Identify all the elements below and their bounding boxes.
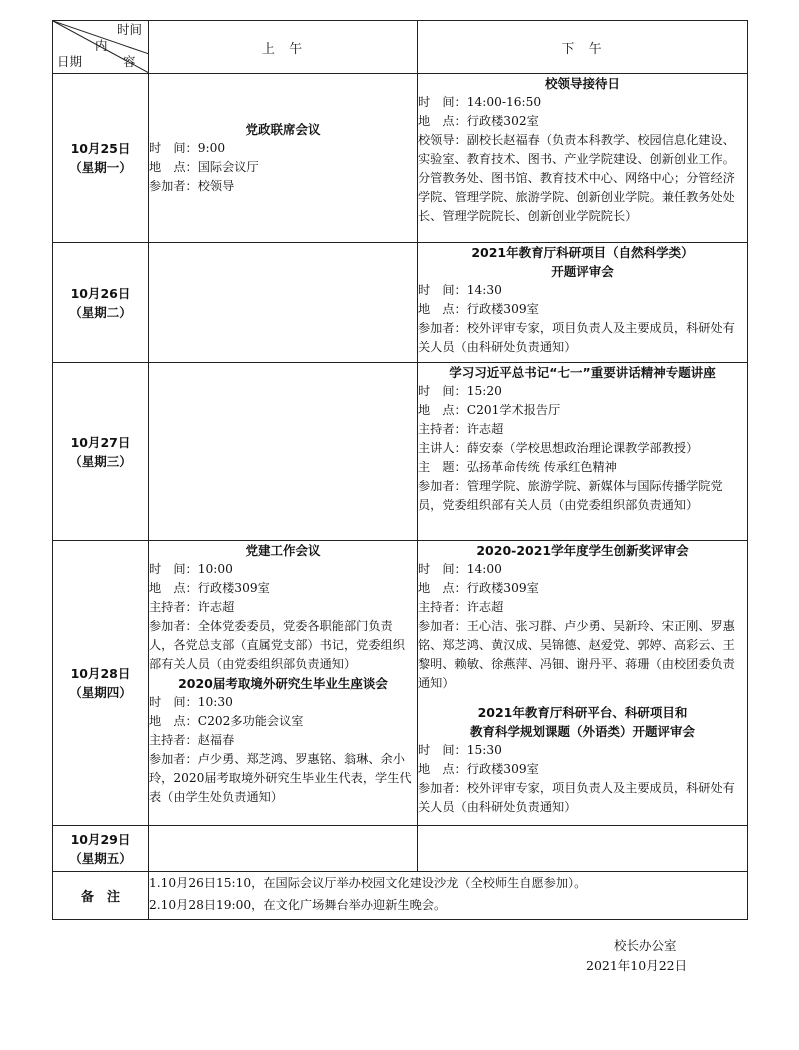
event-time: 时 间：10:00 [149,562,233,576]
event-time: 时 间：14:00 [418,562,502,576]
event-attendees: 参加者：全体党委委员，党委各职能部门负责人，各党总支部（直属党支部）书记，党委组织部有关人员（由党委组织部负责通知） [149,619,405,671]
am-cell [149,363,418,541]
event-host: 主持者：许志超 [418,600,504,614]
note-item: 1.10月26日15:10，在国际会议厅举办校园文化建设沙龙（全校师生自愿参加）。 [149,876,587,890]
notes-label: 备 注 [53,872,149,920]
event-title: 2020届考取境外研究生毕业生座谈会 [178,676,388,691]
event-time: 时 间：14:00-16:50 [418,95,542,109]
day-cell [53,541,149,826]
day-weekday: （星期一） [69,160,132,175]
day-date: 10月26日 [70,285,131,301]
spacer [418,693,747,703]
schedule-table [52,20,748,920]
event-attendees: 参加者：校外评审专家，项目负责人及主要成员，科研处有关人员（由科研处负责通知） [418,781,735,814]
pm-cell [418,74,748,243]
event-host: 主持者：赵福春 [149,733,235,747]
day-weekday: （星期二） [69,304,132,320]
event-title: 2021年教育厅科研平台、科研项目和 [477,705,688,720]
event-attendees: 参加者：管理学院、旅游学院、新媒体与国际传播学院党员，党委组织部有关人员（由党委组织部负责通知） [418,479,723,512]
day-cell [53,243,149,363]
day-cell [53,74,149,243]
event-title: 学习习近平总书记“七一”重要讲话精神专题讲座 [449,365,716,380]
day-date: 10月28日 [70,666,131,681]
event-title: 党政联席会议 [245,122,321,137]
day-row [53,243,748,363]
day-cell [53,363,149,541]
day-row [53,826,748,872]
day-date: 10月27日 [70,434,131,450]
pm-cell [418,243,748,363]
signature-office: 校长办公室 [614,938,677,953]
event-place: 地 点：行政楼309室 [418,581,539,595]
event-attendees: 参加者：卢少勇、郑芝鸿、罗惠铭、翁琳、余小玲，2020届考取境外研究生毕业生代表，学生代表（由学生处负责通知） [149,752,412,804]
am-header: 上 午 [149,21,418,74]
event-place: 地 点：C202多功能会议室 [149,714,304,728]
event-time: 时 间：9:00 [149,141,226,155]
event-place: 地 点：国际会议厅 [149,160,259,174]
notes-row [53,872,748,920]
am-cell [149,74,418,243]
pm-header: 下 午 [418,21,748,74]
event-title: 2020-2021学年度学生创新奖评审会 [476,543,689,558]
event-attendees: 参加者：校领导 [149,179,235,193]
pm-cell [418,363,748,541]
am-cell [149,826,418,872]
day-row [53,74,748,243]
notes-cell [149,872,748,920]
event-title-line2: 教育科学规划课题（外语类）开题评审会 [469,724,695,739]
event-place: 地 点：行政楼309室 [418,302,539,316]
event-title: 党建工作会议 [245,543,321,558]
event-host: 主持者：许志超 [149,600,235,614]
day-row [53,363,748,541]
corner-date-label: 日期 [57,54,83,69]
day-row [53,541,748,826]
day-weekday: （星期四） [69,685,132,700]
event-attendees: 参加者：王心洁、张习群、卢少勇、吴新玲、宋正刚、罗惠铭、郑芝鸿、黄汉成、吴锦德、赵爱党、郭婷、高彩云、王黎明、赖敏、徐燕萍、冯钿、谢丹平、蒋珊（由校团委负责通知） [418,619,735,690]
event-time: 时 间：14:30 [418,283,502,297]
am-cell [149,541,418,826]
corner-cell [53,21,149,74]
event-place: 地 点：行政楼309室 [149,581,270,595]
day-date: 10月25日 [70,141,131,156]
event-title: 2021年教育厅科研项目（自然科学类） [471,245,694,260]
event-place: 地 点：行政楼309室 [418,762,539,776]
event-place: 地 点：C201学术报告厅 [418,403,561,417]
corner-content-label: 内 [95,38,108,53]
event-title: 校领导接待日 [544,76,620,91]
header-row [53,21,748,74]
event-title-line2: 开题评审会 [551,264,614,279]
signature-date: 2021年10月22日 [586,958,688,973]
event-time: 时 间：10:30 [149,695,233,709]
event-speaker: 主讲人：薛安泰（学校思想政治理论课教学部教授） [418,441,699,455]
event-attendees: 参加者：校外评审专家，项目负责人及主要成员，科研处有关人员（由科研处负责通知） [418,321,735,354]
event-leader: 校领导：副校长赵福春（负责本科教学、校园信息化建设、实验室、教育技术、图书、产业学院建设、创新创业工作。分管教务处、图书馆、教育技术中心、网络中心；分管经济学院、管理学院、旅游学院、创新创业学院。兼任教务处处长、管理学院院长、创新创业学院院长） [418,133,735,223]
pm-cell [418,826,748,872]
note-item: 2.10月28日19:00，在文化广场舞台举办迎新生晚会。 [149,898,447,912]
day-date: 10月29日 [70,831,131,847]
event-time: 时 间：15:30 [418,743,502,757]
day-weekday: （星期三） [69,453,132,469]
pm-cell [418,541,748,826]
corner-content2-label: 容 [123,54,136,69]
day-cell [53,826,149,872]
corner-time-label: 时间 [117,22,143,37]
event-theme: 主 题：弘扬革命传统 传承红色精神 [418,460,617,474]
event-host: 主持者：许志超 [418,422,504,436]
day-weekday: （星期五） [69,850,132,866]
am-cell [149,243,418,363]
event-place: 地 点：行政楼302室 [418,114,539,128]
event-time: 时 间：15:20 [418,384,502,398]
